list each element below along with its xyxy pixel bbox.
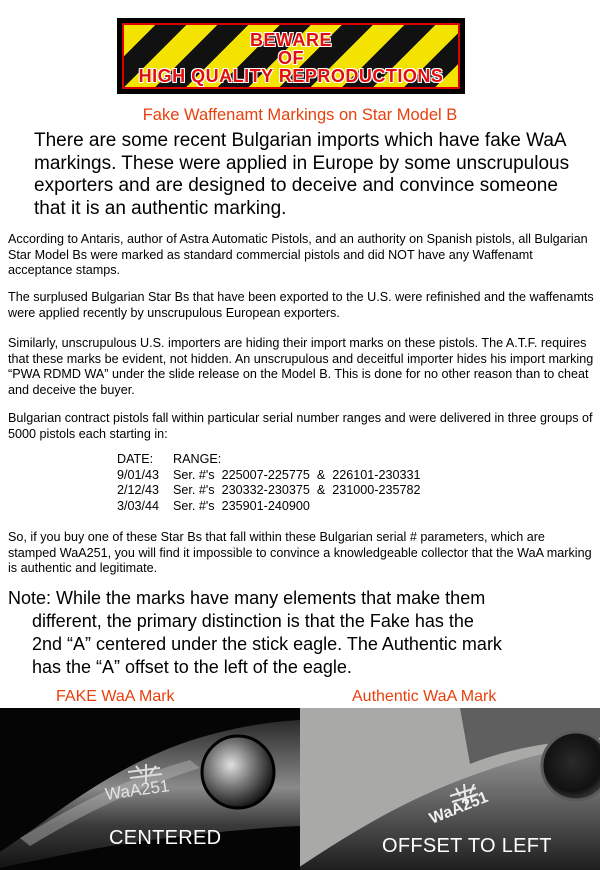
row-range: Ser. #'s 235901-240900 xyxy=(173,498,310,513)
note-line-4: has the “A” offset to the left of the eagle. xyxy=(32,657,352,677)
page-subtitle: Fake Waffenamt Markings on Star Model B xyxy=(142,106,458,124)
row-range: Ser. #'s 230332-230375 & 231000-235782 xyxy=(173,483,421,497)
paragraph-conclusion: So, if you buy one of these Star Bs that fall within these Bulgarian serial # parameters, which are stamped WaA251, you will find it impossible to convince a knowledgeable collector that the WaA marking is authentic and legitimate. xyxy=(8,530,592,575)
note-line-3: 2nd “A” centered under the stick eagle. The Authentic mark xyxy=(32,634,502,654)
row-range: Ser. #'s 225007-225775 & 226101-230331 xyxy=(173,467,421,482)
table-header-row xyxy=(117,452,420,468)
row-date: 9/01/43 xyxy=(117,467,160,482)
fake-photo-label: CENTERED xyxy=(109,827,222,849)
intro-paragraph: There are some recent Bulgarian imports which have fake WaA markings. These were applied in Europe by some unscrupulous exporters and are designed to deceive and convince someone that it is an authentic marking. xyxy=(34,130,570,219)
fake-mark-caption: FAKE WaA Mark xyxy=(56,688,175,705)
authentic-mark-photo xyxy=(300,708,600,870)
warning-banner xyxy=(117,18,465,94)
banner-line-2: OF xyxy=(278,48,304,68)
paragraph-antaris: According to Antaris, author of Astra Automatic Pistols, and an authority on Spanish pistols, all Bulgarian Star Model Bs were marked as standard commercial pistols and did NOT have any Waffenamt acceptance stamps. xyxy=(8,232,588,277)
note-line-1: Note: While the marks have many elements that make them xyxy=(8,588,486,608)
table-row xyxy=(117,499,420,515)
banner-line-1: BEWARE xyxy=(249,30,332,50)
hazard-stripes xyxy=(122,23,460,89)
row-date: 3/03/44 xyxy=(117,498,160,513)
paragraph-importers: Similarly, unscrupulous U.S. importers are hiding their import marks on these pistols. The A.T.F. requires that these marks be evident, not hidden. An unscrupulous and deceitful importer hides his import marking “PWA RDMD WA” under the slide release on the Model B. This is done for no other reason than to cheat and deceive the buyer. xyxy=(8,336,594,397)
fake-mark-photo xyxy=(0,708,300,870)
authentic-mark-caption: Authentic WaA Mark xyxy=(352,688,497,705)
table-row xyxy=(117,483,420,499)
header-range: RANGE: xyxy=(173,452,222,466)
header-date: DATE: xyxy=(117,452,154,466)
row-date: 2/12/43 xyxy=(117,483,160,497)
authentic-photo-label: OFFSET TO LEFT xyxy=(382,835,552,857)
serial-range-table xyxy=(117,452,420,514)
note-paragraph xyxy=(8,587,596,679)
paragraph-surplus: The surplused Bulgarian Star Bs that have been exported to the U.S. were refinished and the waffenamts were applied recently by unscrupulous European exporters. xyxy=(8,290,594,320)
table-row xyxy=(117,468,420,484)
fake-stamp-text: WaA251 xyxy=(103,776,171,804)
banner-line-3: HIGH QUALITY REPRODUCTIONS xyxy=(138,66,444,86)
note-line-2: different, the primary distinction is that the Fake has the xyxy=(32,611,474,631)
authentic-stamp-text: WaA251 xyxy=(427,788,491,828)
banner-text xyxy=(124,31,458,85)
paragraph-contract: Bulgarian contract pistols fall within particular serial number ranges and were delivered in three groups of 5000 pistols each starting in: xyxy=(8,411,593,441)
